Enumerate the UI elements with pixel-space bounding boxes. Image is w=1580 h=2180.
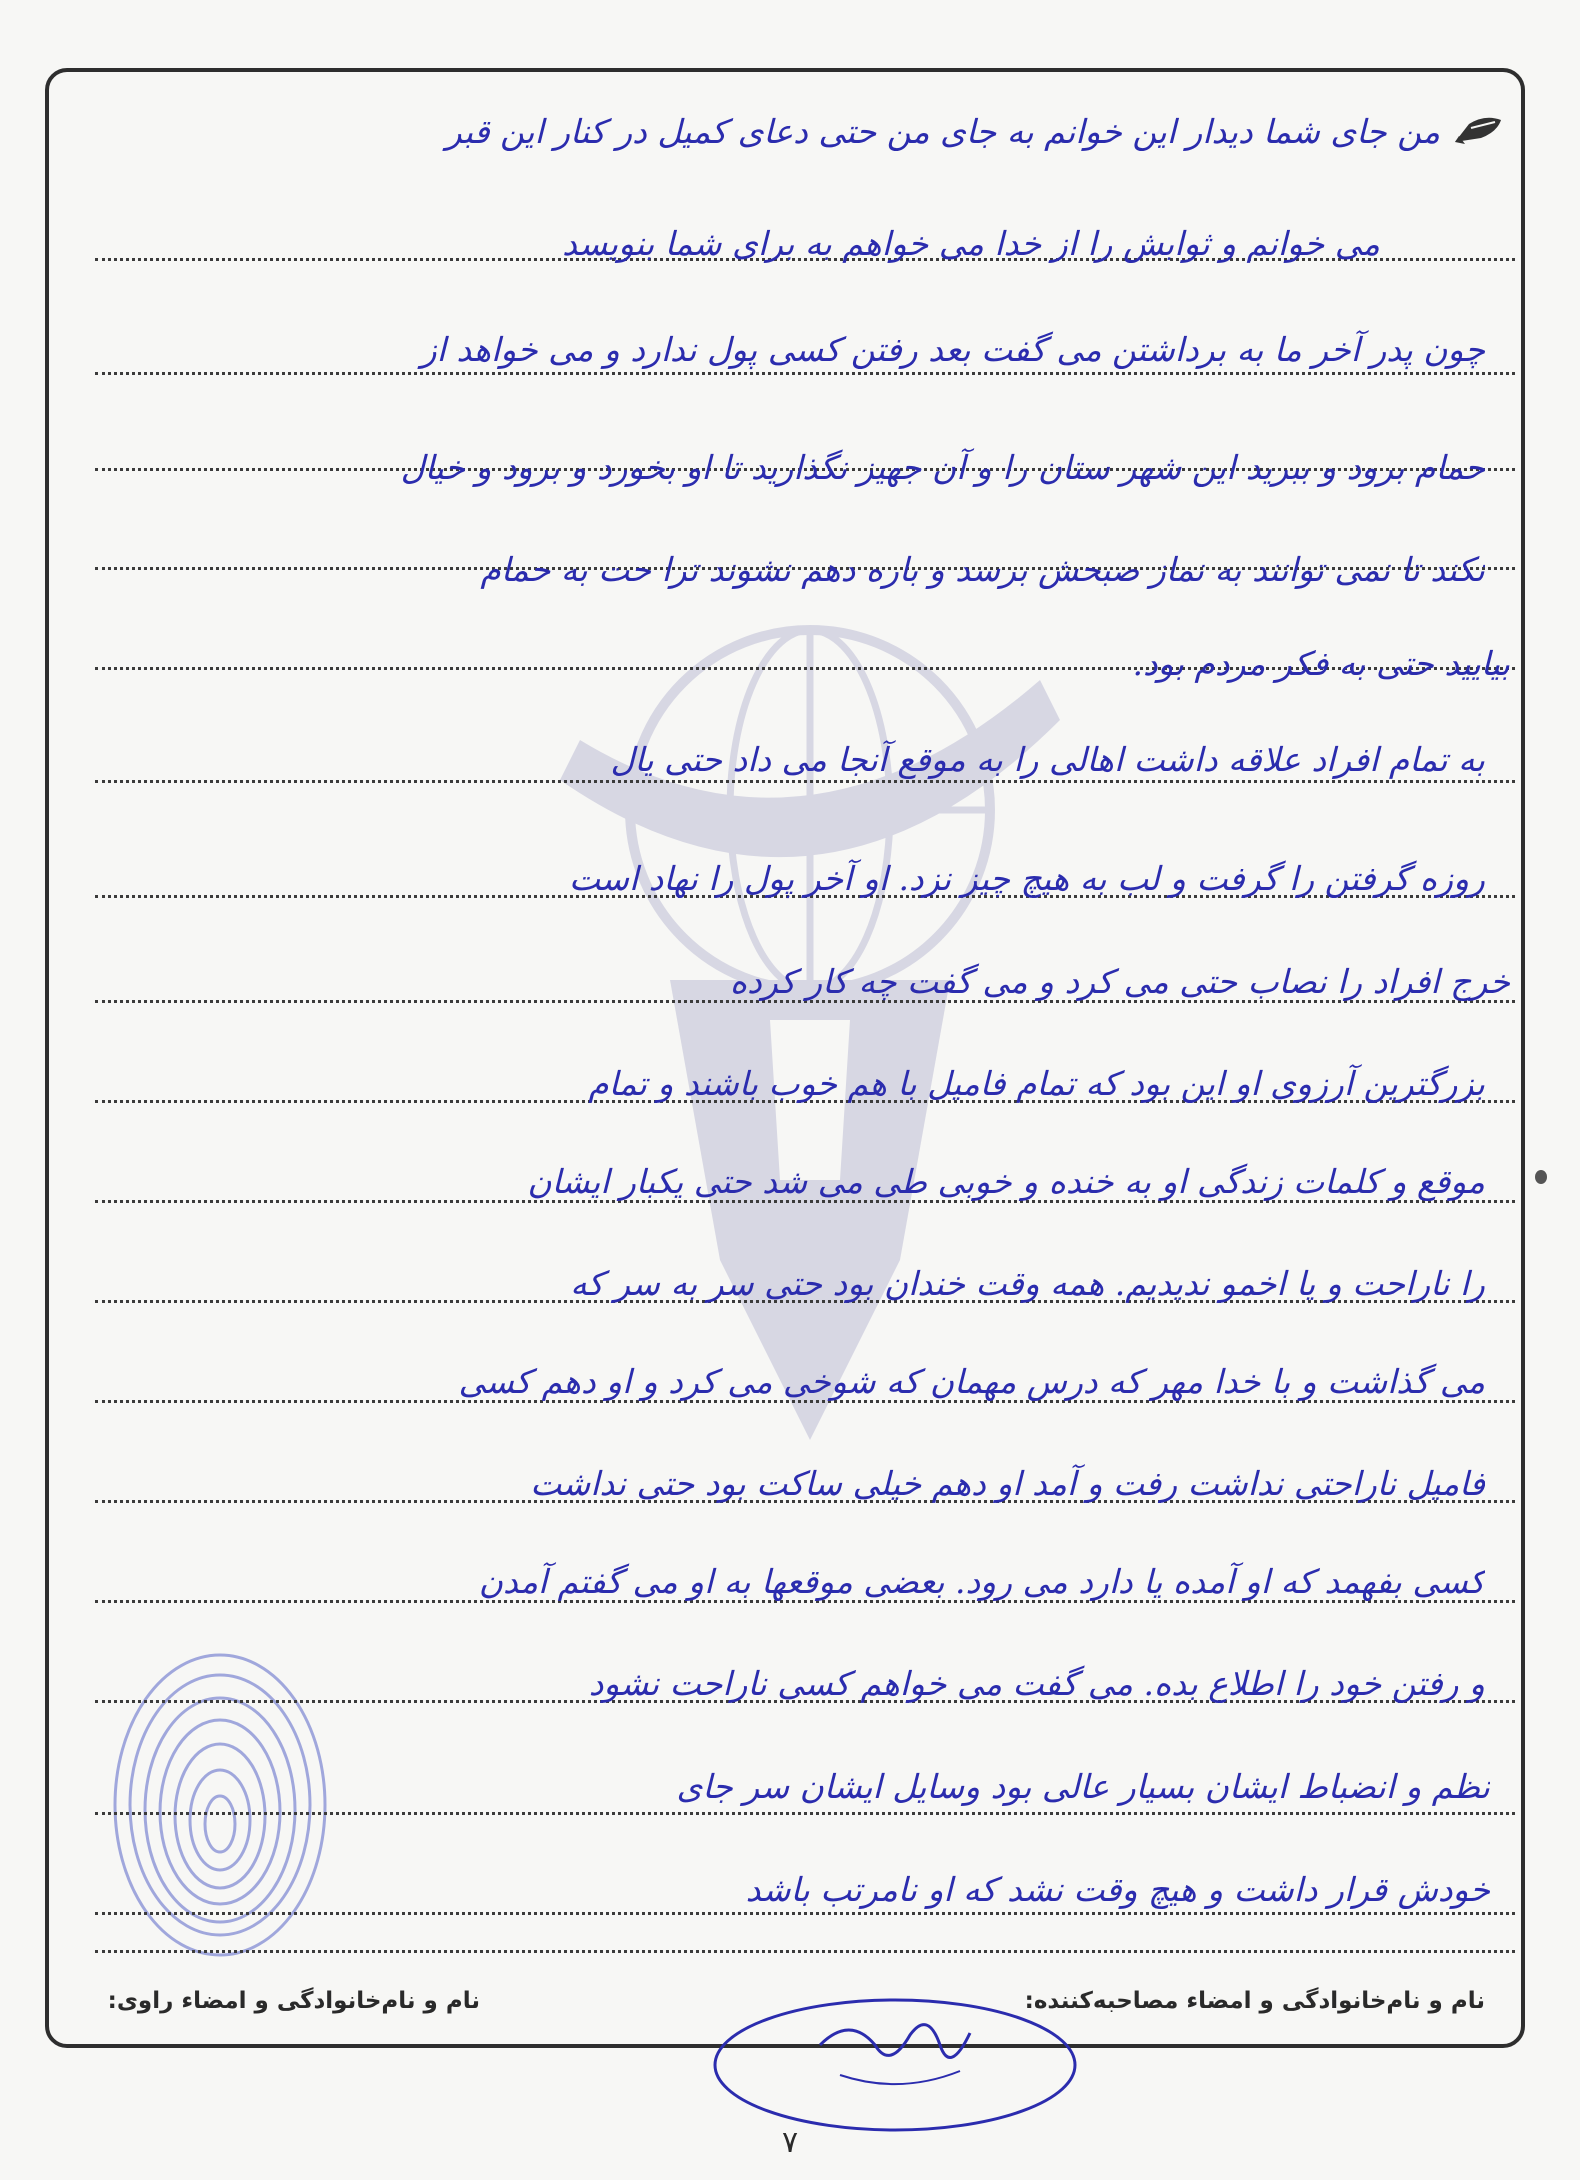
handwritten-line: نظم و انضباط ایشان بسیار عالی بود وسایل ایشان سر جای: [676, 1767, 1490, 1806]
handwritten-line: می گذاشت و با خدا مهر که درس مهمان که شوخی می کرد و او دهم کسی: [458, 1362, 1485, 1401]
handwritten-line: چون پدر آخر ما به برداشتن می گفت بعد رفتن کسی پول ندارد و می خواهد از: [420, 330, 1485, 369]
handwritten-line: روزه گرفتن را گرفت و لب به هیچ چیز نزد. او آخر پول را نهاد است: [568, 859, 1485, 898]
ruled-line: [95, 1912, 1515, 1915]
handwritten-line: خودش قرار داشت و هیچ وقت نشد که او نامرتب باشد: [745, 1870, 1490, 1909]
page-number: ۷: [781, 2125, 799, 2160]
handwritten-line: بیایید حتی به فکر مردم بود.: [1132, 644, 1510, 683]
pen-icon: [1451, 112, 1505, 148]
ruled-line: [95, 1812, 1515, 1815]
handwritten-line: و رفتن خود را اطلاع بده. می گفت می خواهم کسی ناراحت نشود: [588, 1664, 1485, 1703]
handwritten-line: می خوانم و ثوابش را از خدا می خواهم به برای شما بنویسد: [562, 224, 1380, 263]
handwritten-line: من جای شما دیدار این خوانم به جای من حتی دعای کمیل در کنار این قبر: [445, 112, 1440, 151]
handwritten-line: بزرگترین آرزوی او این بود که تمام فامیل با هم خوب باشند و تمام: [588, 1064, 1485, 1103]
handwritten-line: خرج افراد را نصاب حتی می کرد و می گفت چه کار کرده: [729, 962, 1510, 1001]
handwritten-line: حمام برود و ببرید این شهر ستان را و آن جهیز نگذارید تا او بخورد و برود و خیال: [400, 448, 1485, 487]
handwritten-line: کسی بفهمد که او آمده یا دارد می رود. بعضی موقعها به او می گفتم آمدن: [478, 1562, 1485, 1601]
signature: [700, 1975, 1090, 2145]
handwritten-line: موقع و کلمات زندگی او به خنده و خوبی طی می شد حتی یکبار ایشان: [527, 1162, 1485, 1201]
handwritten-line: به تمام افراد علاقه داشت اهالی را به موقع آنجا می داد حتی یال: [610, 740, 1485, 779]
handwritten-line: را ناراحت و یا اخمو ندیدیم. همه وقت خندان بود حتی سر به سر که: [570, 1264, 1485, 1303]
handwritten-line: فامیل ناراحتی نداشت رفت و آمد او دهم خیلی ساکت بود حتی نداشت: [530, 1464, 1485, 1503]
narrator-signature-label: نام و نام‌خانوادگی و امضاء راوی:: [107, 1988, 480, 2014]
margin-dot: [1535, 1170, 1547, 1184]
interviewer-signature-label: نام و نام‌خانوادگی و امضاء مصاحبه‌کننده:: [1024, 1988, 1485, 2014]
ruled-line: [95, 1950, 1515, 1953]
ruled-line: [95, 372, 1515, 375]
handwritten-line: نکند تا نمی توانند به نماز صبحش برسد و باره دهم نشوند ترا حت به حمام: [480, 550, 1485, 589]
